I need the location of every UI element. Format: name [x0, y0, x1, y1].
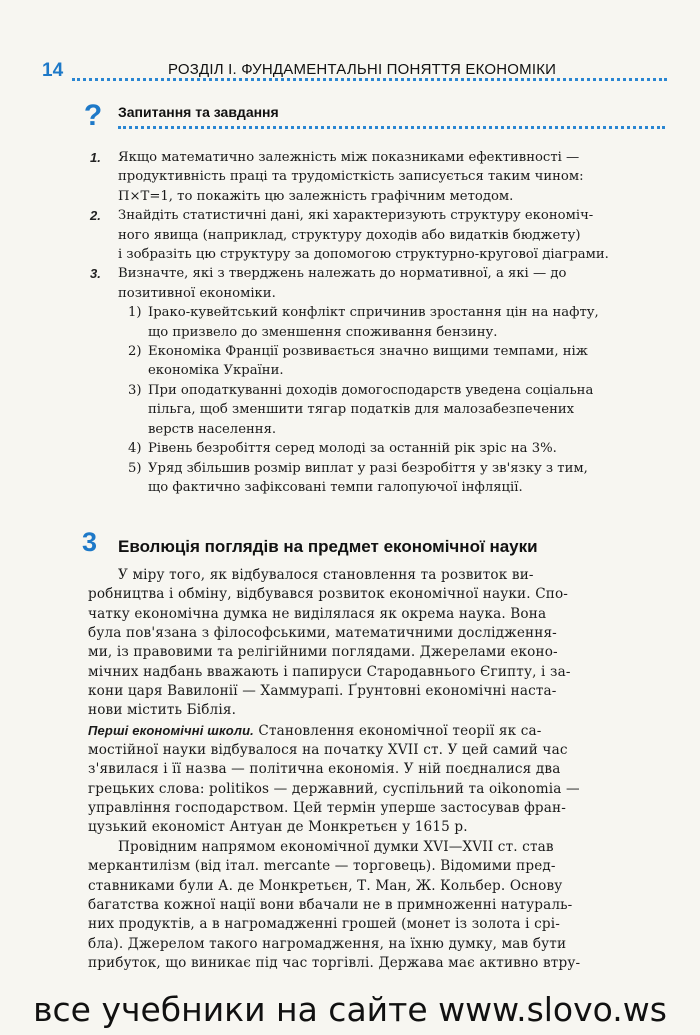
body-text-line: була пов'язана з філософськими, математичними дослідження- — [88, 625, 557, 642]
statement-item — [88, 342, 662, 381]
statement-item — [88, 459, 662, 498]
header-dotted-rule — [72, 78, 667, 81]
statement-number: 4) — [128, 441, 142, 457]
body-text-line: меркантилізм (від італ. mercante — торговець). Відомими пред- — [88, 858, 556, 875]
question-number: 3. — [90, 266, 101, 282]
page-number: 14 — [42, 60, 64, 81]
section-number: 3 — [82, 527, 98, 557]
statement-number: 2) — [128, 344, 142, 360]
body-text-line: чатку економічна думка не виділялася як окрема наука. Вона — [88, 605, 547, 622]
body-text-line: Провідним напрямом економічної думки XVI—XVII ст. став — [118, 838, 554, 855]
body-text-line: ми, із правовими та релігійними поглядами. Джерелами еконо- — [88, 644, 558, 661]
body-text-line: багатства кожної нації вони вбачали не в примноженні натураль- — [88, 896, 573, 913]
question-text-line: Визначте, які з тверджень належать до нормативної, а які — до — [118, 266, 567, 282]
question-text-line: Якщо математично залежність між показниками ефективності — — [118, 150, 580, 165]
section-title: Еволюція поглядів на предмет економічної науки — [118, 537, 538, 556]
questions-heading: Запитання та завдання — [118, 104, 279, 120]
body-text-line: ставниками були А. де Монкретьєн, Т. Ман, Ж. Кольбер. Основу — [88, 877, 563, 894]
section-body — [88, 566, 662, 973]
statement-text-line: Рівень безробіття серед молоді за останній рік зріс на 3%. — [148, 441, 557, 457]
body-text-line: управління господарством. Цей термін уперше застосував фран- — [88, 800, 566, 817]
body-text-line: з'явилася і її назва — політична економія. У ній поєдналися два — [88, 761, 561, 778]
statement-item — [88, 439, 662, 458]
statement-text-line: Уряд збільшив розмір виплат у разі безробіття у зв'язку з тим, — [148, 460, 588, 476]
question-text-line: Знайдіть статистичні дані, які характеризують структуру економіч- — [118, 208, 594, 224]
body-text-line: мостійної науки відбувалося на початку XVII ст. У цей самий час — [88, 742, 568, 759]
statement-text-line: верств населення. — [148, 421, 277, 437]
questions-dotted-rule — [118, 126, 665, 129]
question-mark-icon: ? — [83, 99, 103, 132]
question-number: 1. — [90, 150, 101, 165]
body-text-fragment: Становлення економічної теорії як са- — [253, 722, 542, 739]
body-text-line: робництва і обміну, відбувався розвиток економічної науки. Спо- — [88, 586, 569, 603]
statement-text-line: Економіка Франції розвивається значно вищими темпами, ніж — [148, 344, 588, 360]
statement-text-line: що призвело до зменшення споживання бензину. — [148, 324, 498, 340]
statement-number: 1) — [128, 305, 142, 321]
statement-item — [88, 303, 662, 342]
body-text-line: У міру того, як відбувалося становлення та розвиток ви- — [118, 567, 534, 583]
body-text-line: кони царя Вавилонії — Хаммурапі. Ґрунтовні економічні наста- — [88, 683, 557, 700]
question-item — [88, 206, 662, 264]
body-text-line: нови містить Біблія. — [88, 702, 237, 719]
statement-text-line: При оподаткуванні доходів домогосподарств уведена соціальна — [148, 382, 594, 398]
question-item — [88, 148, 662, 206]
question-text-line: ного явища (наприклад, структуру доходів або видатків бюджету) — [118, 227, 581, 243]
body-text-line: мічних надбань вважають і папируси Стародавнього Єгипту, і за- — [88, 663, 571, 680]
body-text-line: прибуток, що виникає під час торгівлі. Держава має активно втру- — [88, 954, 581, 971]
statement-number: 5) — [128, 460, 142, 476]
statement-text-line: пільга, щоб зменшити тягар податків для малозабезпечених — [148, 402, 575, 418]
footer-banner: все учебники на сайте www.slovo.ws — [33, 990, 667, 1029]
question-text-line: П×Т=1, то покажіть цю залежність графічним методом. — [118, 188, 514, 204]
chapter-title: РОЗДІЛ І. ФУНДАМЕНТАЛЬНІ ПОНЯТТЯ ЕКОНОМІКИ — [168, 61, 557, 78]
question-text-line: продуктивність праці та трудомісткість записується таким чином: — [118, 169, 584, 185]
body-text-line: цузький економіст Антуан де Монкретьєн у 1615 р. — [88, 819, 468, 836]
statement-item — [88, 381, 662, 439]
statement-text-line: що фактично зафіксовані темпи галопуючої інфляції. — [148, 479, 523, 495]
subheading-line — [88, 721, 662, 741]
statement-number: 3) — [128, 382, 142, 398]
statement-text-line: економіка України. — [148, 363, 284, 379]
page-header — [42, 60, 667, 84]
question-item — [88, 264, 662, 303]
statement-text-line: Ірако-кувейтський конфлікт спричинив зростання цін на нафту, — [148, 305, 599, 321]
question-number: 2. — [90, 208, 101, 224]
body-text-line: бла). Джерелом такого нагромадження, на їхню думку, мав бути — [88, 935, 567, 952]
question-text-line: і зобразіть цю структуру за допомогою структурно-кругової діаграми. — [118, 247, 609, 263]
questions-list — [88, 148, 662, 497]
body-text-line: них продуктів, а в нагромадженні грошей (монет із золота і срі- — [88, 916, 560, 933]
question-text-line: позитивної економіки. — [118, 285, 276, 301]
subheading-lead: Перші економічні школи. — [88, 722, 254, 738]
body-text-line: грецьких слова: politikos — державний, суспільний та oikonomia — — [88, 780, 580, 797]
